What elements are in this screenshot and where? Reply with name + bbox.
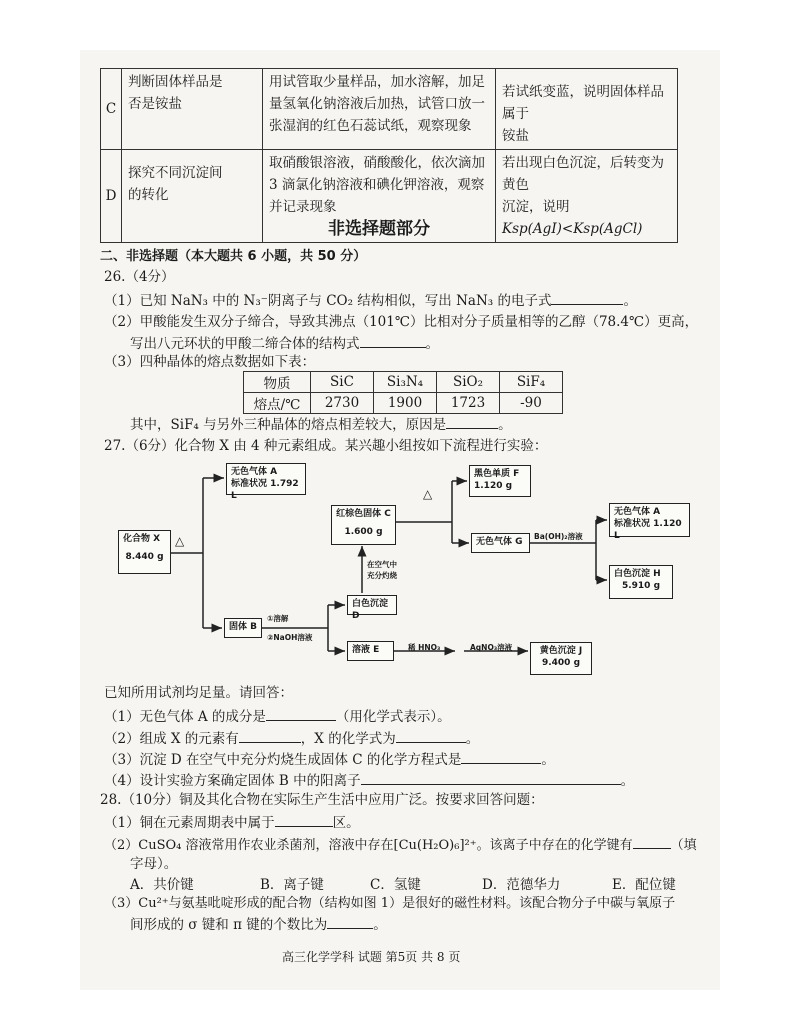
option-label: D	[101, 150, 122, 243]
table-row: 熔点/℃ 2730 1900 1723 -90	[244, 393, 563, 414]
answer-blank[interactable]	[361, 770, 621, 785]
flow-node-h: 白色沉淀 H 5.910 g	[609, 565, 673, 599]
flow-node-d: 白色沉淀 D	[347, 595, 397, 615]
option-label: C	[101, 69, 122, 150]
q28-choice-e: E．配位键	[612, 877, 676, 893]
flow-node-g: 无色气体 G	[471, 533, 530, 553]
section-header: 二、非选择题（本大题共 6 小题，共 50 分）	[100, 249, 367, 264]
page-footer: 高三化学学科 试题 第5页 共 8 页	[282, 950, 461, 964]
q28-sub2-cont: 字母）。	[130, 856, 178, 872]
hno3-label: 稀 HNO₃	[408, 643, 441, 652]
q28-sub1: （1）铜在元素周期表中属于 区。	[104, 812, 360, 832]
table-row: C 判断固体样品是 否是铵盐 用试管取少量样品，加水溶解，加足 量氢氧化钠溶液后加热，试管口放一 张湿润的红色石蕊试纸，观察现象 若试纸变蓝，说明固体样品属于 铵盐	[101, 69, 678, 150]
air-burn-label-2: 充分灼烧	[367, 571, 397, 580]
answer-blank[interactable]	[396, 728, 466, 743]
answer-blank[interactable]	[239, 728, 301, 743]
q28-choice-c: C．氢键	[370, 877, 421, 893]
q27-sub2: （2）组成 X 的元素有 ，X 的化学式为 。	[104, 728, 479, 748]
answer-blank[interactable]	[275, 812, 333, 827]
q27-sub3: （3）沉淀 D 在空气中充分灼烧生成固体 C 的化学方程式是 。	[104, 749, 555, 769]
answer-blank[interactable]	[327, 914, 373, 929]
heat-symbol: △	[175, 534, 185, 548]
q28-sub3b: 间形成的 σ 键和 π 键的个数比为 。	[130, 914, 387, 934]
answer-blank[interactable]	[633, 834, 671, 849]
q26-part1: （1）已知 NaN₃ 中的 N₃⁻阴离子与 CO₂ 结构相似，写出 NaN₃ 的电子式 。	[104, 290, 637, 310]
q28-choice-d: D．范德华力	[482, 877, 561, 893]
answer-blank[interactable]	[266, 706, 336, 721]
flow-node-c: 红棕色固体 C 1.600 g	[331, 505, 396, 545]
q28-choice-b: B．离子键	[260, 877, 324, 893]
part-title: 非选择题部分	[328, 219, 430, 239]
flow-node-j: 黄色沉淀 J 9.400 g	[530, 642, 592, 675]
q28-number: 28.（10分）铜及其化合物在实际生产生活中应用广泛。按要求回答问题：	[100, 792, 544, 808]
answer-blank[interactable]	[461, 749, 541, 764]
flow-node-e: 溶液 E	[347, 641, 394, 661]
agno3-label: AgNO₃溶液	[470, 643, 513, 652]
flow-node-a: 无色气体 A 标准状况 1.792 L	[226, 463, 306, 495]
table-row: D 探究不同沉淀间 的转化 取硝酸银溶液，硝酸酸化，依次滴加 3 滴氯化钠溶液和碘化钾溶液，观察 并记录现象 若出现白色沉淀，后转变为黄色 沉淀，说明 Ksp(AgI)<Ksp(AgCl)	[101, 150, 678, 243]
flow-node-a2: 无色气体 A 标准状况 1.120 L	[609, 503, 690, 537]
q26-part3b: 其中，SiF₄ 与另外三种晶体的熔点相差较大，原因是 。	[130, 414, 512, 434]
q27-sub1: （1）无色气体 A 的成分是 （用化学式表示）。	[104, 706, 451, 726]
q28-sub3a: （3）Cu²⁺与氨基吡啶形成的配合物（结构如图 1）是很好的磁性材料。该配合物分子中碳与氧原子	[104, 896, 676, 911]
q26-part3: （3）四种晶体的熔点数据如下表：	[104, 354, 316, 370]
q28-choice-a: A．共价键	[130, 877, 194, 893]
step-naoh-label: ②NaOH溶液	[267, 633, 313, 642]
heat-symbol: △	[423, 487, 433, 501]
baoh2-label: Ba(OH)₂溶液	[534, 532, 583, 541]
flow-node-b: 固体 B	[224, 618, 262, 638]
q26-part2a: （2）甲酸能发生双分子缔合，导致其沸点（101℃）比相对分子质量相等的乙醇（78.4℃）更高，	[104, 314, 699, 330]
q27-number: 27.（6分）化合物 X 由 4 种元素组成。某兴趣小组按如下流程进行实验：	[104, 438, 548, 454]
q27-known: 已知所用试剂均足量。请回答：	[104, 685, 293, 701]
q27-sub4: （4）设计实验方案确定固体 B 中的阳离子 。	[104, 770, 634, 790]
q26-number: 26.（4分）	[104, 269, 175, 285]
step-dissolve-label: ①溶解	[267, 614, 289, 623]
table-row: 物质 SiC Si₃N₄ SiO₂ SiF₄	[244, 372, 563, 393]
air-burn-label-1: 在空气中	[367, 560, 397, 569]
flow-node-x: 化合物 X 8.440 g	[118, 530, 171, 574]
q26-part2b: 写出八元环状的甲酸二缔合体的结构式 。	[130, 333, 439, 353]
flow-node-f: 黑色单质 F 1.120 g	[469, 465, 531, 497]
q28-sub2: （2）CuSO₄ 溶液常用作农业杀菌剂，溶液中存在[Cu(H₂O)₆]²⁺。该离子中存在的化学键有 （填	[104, 834, 697, 855]
